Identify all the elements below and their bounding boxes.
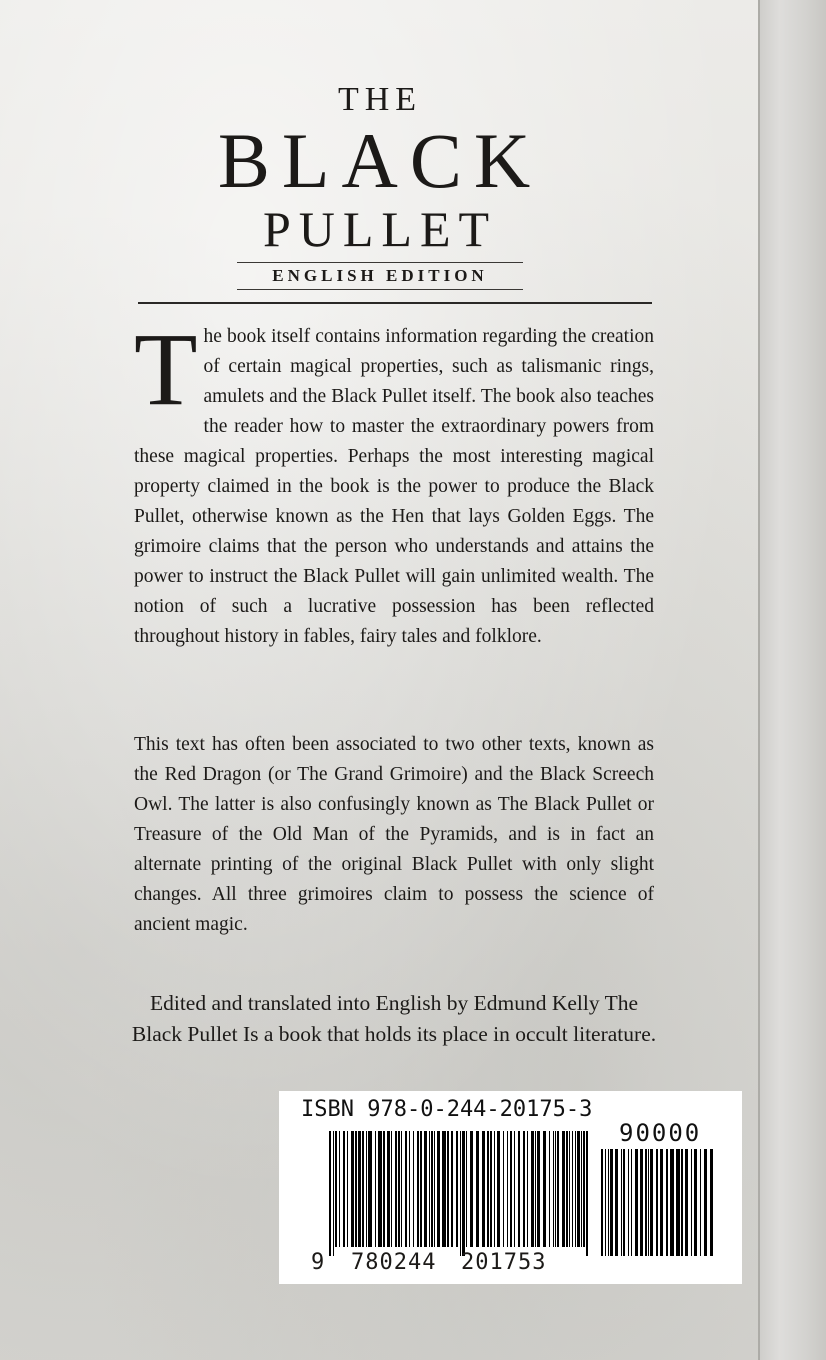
barcode-bar — [555, 1131, 556, 1247]
description-paragraph-2: This text has often been associated to two other texts, known as the Red Dragon (or The Grand Grimoire) and the Black Screech Owl. The latter is also confusingly known as The Black Pullet or Treasure of the Old Man of the Pyramids, and is in fact an alternate printing of the original Black Pullet with only slight changes. All three grimoires claim to possess the science of ancient magic. — [134, 734, 654, 935]
divider-rule — [138, 302, 652, 304]
barcode-bar — [527, 1131, 528, 1247]
barcode-bar — [462, 1131, 465, 1256]
isbn-barcode — [279, 1091, 742, 1284]
barcode-bar — [335, 1131, 337, 1247]
barcode-bar — [531, 1131, 534, 1247]
barcode-bar — [343, 1131, 345, 1247]
title-black: BLACK — [217, 117, 543, 204]
barcode-bar — [437, 1131, 440, 1247]
barcode-bar — [347, 1131, 348, 1247]
barcode-bar — [640, 1149, 643, 1256]
barcode-bar — [387, 1131, 390, 1247]
edition-label: ENGLISH EDITION — [272, 266, 488, 285]
barcode-bar — [487, 1131, 489, 1247]
barcode-bar — [670, 1149, 674, 1256]
barcode-bar — [635, 1149, 638, 1256]
barcode-bar — [391, 1131, 392, 1247]
barcode-bar — [523, 1131, 525, 1247]
barcode-bar — [628, 1149, 629, 1256]
barcode-bar — [601, 1149, 603, 1256]
barcode-bar — [691, 1149, 692, 1256]
cover-edge — [758, 0, 826, 1360]
barcode-bar — [583, 1131, 585, 1247]
barcode-bar — [482, 1131, 485, 1247]
barcode-bar — [623, 1149, 625, 1256]
barcode-bar — [366, 1131, 367, 1247]
drop-cap: T — [134, 312, 198, 427]
barcode-bar — [562, 1131, 565, 1247]
barcode-bar — [431, 1131, 433, 1247]
barcode-bar — [549, 1131, 550, 1247]
isbn-label: ISBN 978-0-244-20175-3 — [301, 1097, 593, 1122]
description-paragraph-1 — [134, 312, 654, 652]
barcode-bar — [681, 1149, 683, 1256]
barcode-bar — [569, 1131, 570, 1247]
barcode-bar — [631, 1149, 632, 1256]
barcode-bar — [566, 1131, 568, 1247]
barcode-bar — [351, 1131, 354, 1247]
ean-left-digits: 780244 — [351, 1250, 437, 1275]
barcode-bar — [417, 1131, 419, 1247]
barcode-bar — [553, 1131, 554, 1247]
title-the: THE — [337, 81, 423, 118]
barcode-bar — [666, 1149, 668, 1256]
barcode-bar — [447, 1131, 449, 1247]
barcode-bar — [383, 1131, 385, 1247]
barcode-bar — [456, 1131, 458, 1247]
barcode-bar — [694, 1149, 697, 1256]
barcode-bar — [710, 1149, 713, 1256]
title-block — [0, 80, 760, 290]
barcode-bar — [660, 1149, 663, 1256]
title-pullet: PULLET — [262, 201, 498, 257]
barcode-addon-digits: 90000 — [619, 1119, 702, 1147]
ean-first-digit: 9 — [311, 1250, 325, 1275]
barcode-bar — [543, 1131, 546, 1247]
barcode-bar — [451, 1131, 453, 1247]
barcode-bar — [656, 1149, 658, 1256]
barcode-bar — [424, 1131, 427, 1247]
barcode-bar — [460, 1131, 461, 1256]
barcode-bar — [507, 1131, 508, 1247]
barcode-bar — [497, 1131, 500, 1247]
barcode-bar — [378, 1131, 382, 1247]
barcode-bar — [442, 1131, 446, 1247]
barcode-bar — [470, 1131, 473, 1247]
barcode-bar — [434, 1131, 435, 1247]
barcode-bar — [557, 1131, 559, 1247]
barcode-bar — [476, 1131, 479, 1247]
barcode-bar — [700, 1149, 701, 1256]
barcode-bar — [648, 1149, 649, 1256]
barcode-bar — [420, 1131, 422, 1247]
barcode-bar — [510, 1131, 512, 1247]
edited-by-text: Edited and translated into English by Edmund Kelly The Black Pullet Is a book that holds its place in occult literature. — [131, 991, 657, 1046]
barcode-bar — [490, 1131, 492, 1247]
barcode-bar — [621, 1149, 622, 1256]
barcode-bar — [605, 1149, 606, 1256]
barcode-bar — [466, 1131, 467, 1247]
barcode-bar — [514, 1131, 515, 1247]
barcode-bar — [581, 1131, 582, 1247]
barcode-bar — [494, 1131, 495, 1247]
barcode-bar — [586, 1131, 588, 1256]
barcode-bar — [398, 1131, 400, 1247]
barcode-bar — [650, 1149, 653, 1256]
ean-right-digits: 201753 — [461, 1250, 547, 1275]
barcode-bar — [572, 1131, 573, 1247]
barcode-bar — [401, 1131, 402, 1247]
barcode-main-bars — [329, 1131, 599, 1256]
barcode-bar — [704, 1149, 707, 1256]
barcode-bar — [395, 1131, 397, 1247]
barcode-bar — [645, 1149, 647, 1256]
barcode-bar — [518, 1131, 520, 1247]
barcode-bar — [368, 1131, 372, 1247]
barcode-bar — [329, 1131, 331, 1256]
barcode-bar — [610, 1149, 613, 1256]
paragraph-1-text: he book itself contains information regarding the creation of certain magical properties, such as talismanic rings, amulets and the Black Pullet itself. The book also teaches the reader how to master the extraordinary powers from these magical properties. Perhaps the most interesting magical property claimed in the book is the power to produce the Black Pullet, otherwise known as the Hen that lays Golden Eggs. The grimoire claims that the person who understands and attains the power to instruct the Black Pullet will gain unlimited wealth. The notion of such a lucrative possession has been reflected throughout history in fables, fairy tales and folklore. — [134, 326, 654, 647]
barcode-bar — [503, 1131, 504, 1247]
barcode-bar — [355, 1131, 357, 1247]
barcode-bar — [339, 1131, 340, 1247]
barcode-addon-bars — [601, 1149, 719, 1256]
edition-rule-bottom — [237, 289, 523, 290]
barcode-bar — [676, 1149, 680, 1256]
barcode-bar — [333, 1131, 334, 1256]
barcode-bar — [608, 1149, 609, 1256]
edition-banner — [237, 262, 523, 290]
barcode-bar — [429, 1131, 430, 1247]
barcode-bar — [577, 1131, 580, 1247]
barcode-bar — [405, 1131, 407, 1247]
barcode-bar — [375, 1131, 376, 1247]
barcode-bar — [537, 1131, 540, 1247]
barcode-bar — [535, 1131, 536, 1247]
barcode-bar — [413, 1131, 414, 1247]
barcode-bar — [575, 1131, 576, 1247]
barcode-bar — [615, 1149, 618, 1256]
barcode-bar — [358, 1131, 361, 1247]
barcode-bar — [362, 1131, 364, 1247]
barcode-bar — [685, 1149, 688, 1256]
barcode-bar — [409, 1131, 410, 1247]
